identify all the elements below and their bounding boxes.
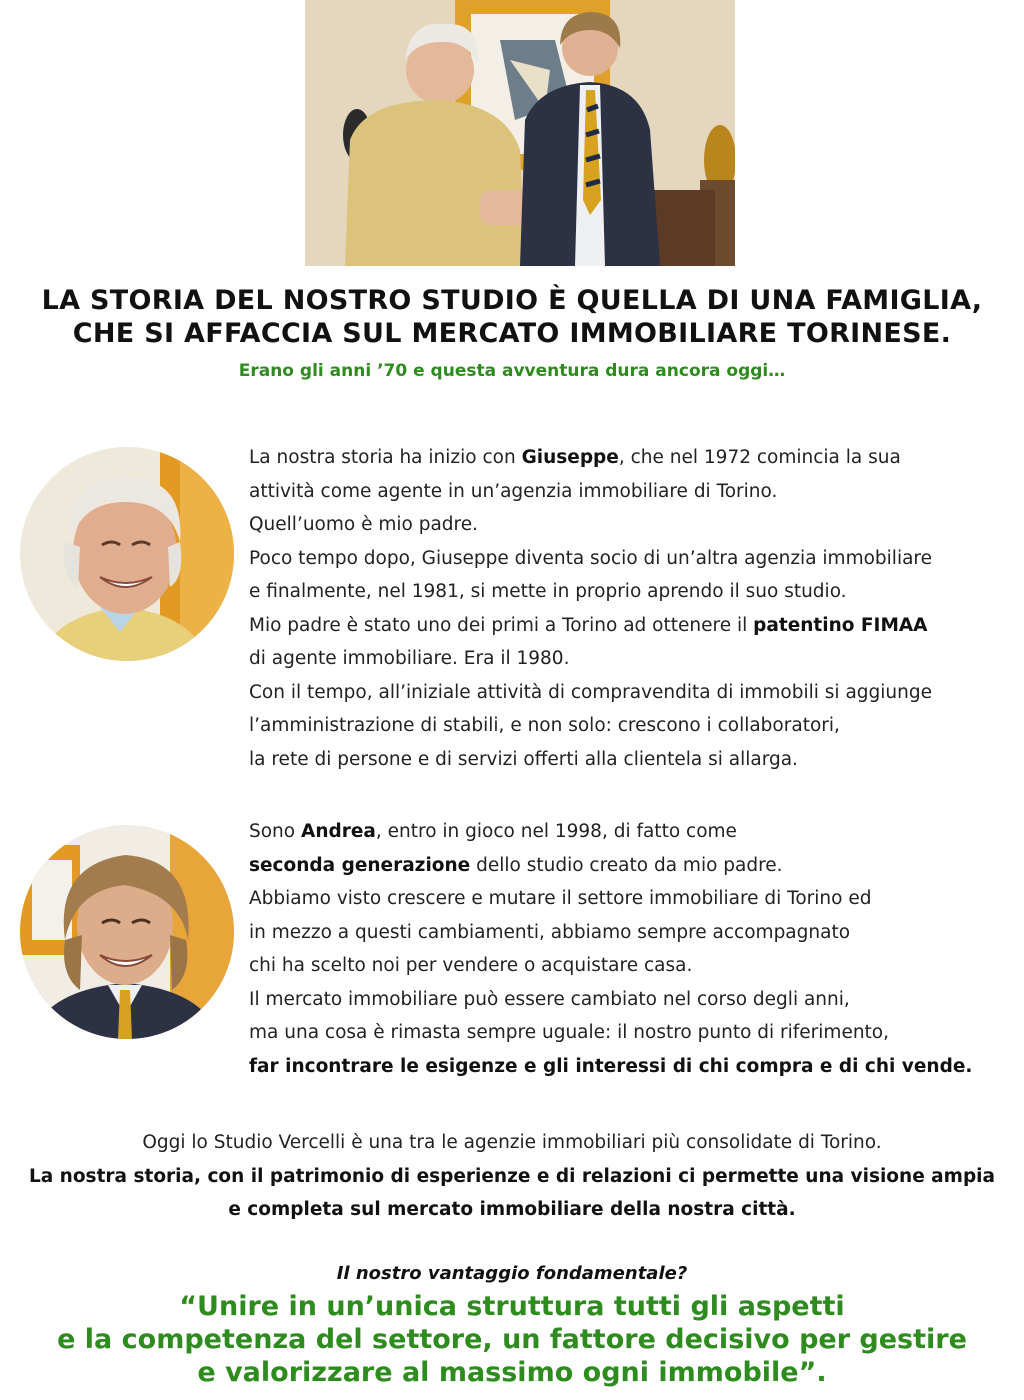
- story-line: ma una cosa è rimasta sempre uguale: il nostro punto di riferimento,: [249, 1022, 890, 1043]
- story-line: Quell’uomo è mio padre.: [249, 514, 479, 535]
- quote-line-2: e la competenza del settore, un fattore decisivo per gestire: [57, 1324, 967, 1355]
- story-line: attività come agente in un’agenzia immobiliare di Torino.: [249, 480, 778, 502]
- andrea-story: [249, 815, 1019, 1083]
- advantage-question: Il nostro vantaggio fondamentale?: [336, 1263, 688, 1284]
- closing-line-2: La nostra storia, con il patrimonio di esperienze e di relazioni ci permette una visione ampia: [28, 1165, 996, 1187]
- story-line: La nostra storia ha inizio con Giuseppe, che nel 1972 comincia la sua: [249, 447, 901, 468]
- story-line: Poco tempo dopo, Giuseppe diventa socio di un’altra agenzia immobiliare: [249, 547, 933, 569]
- story-line: di agente immobiliare. Era il 1980.: [249, 648, 570, 669]
- story-line: chi ha scelto noi per vendere o acquistare casa.: [249, 955, 693, 976]
- story-line: in mezzo a questi cambiamenti, abbiamo sempre accompagnato: [249, 921, 851, 943]
- story-line: far incontrare le esigenze e gli interessi di chi compra e di chi vende.: [249, 1055, 973, 1077]
- story-line: Abbiamo visto crescere e mutare il settore immobiliare di Torino ed: [249, 888, 872, 909]
- closing-text: [0, 1126, 1024, 1227]
- advantage-quote: [0, 1290, 1024, 1389]
- title-line-1: LA STORIA DEL NOSTRO STUDIO È QUELLA DI UNA FAMIGLIA,: [41, 285, 983, 316]
- story-line: la rete di persone e di servizi offerti alla clientela si allarga.: [249, 748, 798, 770]
- story-line: Il mercato immobiliare può essere cambiato nel corso degli anni,: [249, 988, 850, 1010]
- page-title: [0, 284, 1024, 350]
- closing-line-1: Oggi lo Studio Vercelli è una tra le agenzie immobiliari più consolidate di Torino.: [142, 1132, 882, 1153]
- subtitle: Erano gli anni ’70 e questa avventura dura ancora oggi…: [238, 361, 786, 381]
- story-line: e finalmente, nel 1981, si mette in proprio aprendo il suo studio.: [249, 581, 847, 602]
- story-line: Mio padre è stato uno dei primi a Torino ad ottenere il patentino FIMAA: [249, 614, 928, 636]
- story-line: seconda generazione dello studio creato da mio padre.: [249, 854, 783, 876]
- story-line: l’amministrazione di stabili, e non solo: crescono i collaboratori,: [249, 715, 840, 736]
- story-line: Sono Andrea, entro in gioco nel 1998, di fatto come: [249, 821, 737, 842]
- title-line-2: CHE SI AFFACCIA SUL MERCATO IMMOBILIARE TORINESE.: [72, 318, 952, 349]
- giuseppe-story: [249, 441, 1019, 776]
- quote-line-1: “Unire in un’unica struttura tutti gli aspetti: [179, 1291, 845, 1322]
- quote-line-3: e valorizzare al massimo ogni immobile”.: [197, 1357, 827, 1388]
- giuseppe-portrait: [20, 447, 234, 661]
- hero-photo: [305, 0, 735, 266]
- andrea-portrait: [20, 825, 234, 1039]
- story-line: Con il tempo, all’iniziale attività di compravendita di immobili si aggiunge: [249, 681, 932, 703]
- closing-line-3: e completa sul mercato immobiliare della nostra città.: [228, 1199, 796, 1220]
